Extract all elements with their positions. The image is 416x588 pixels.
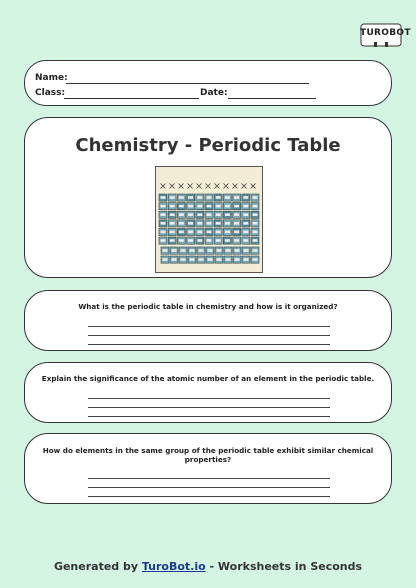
element-tile-symbol: [188, 196, 193, 199]
element-tile-symbol: [179, 222, 184, 225]
date-label: Date:: [200, 88, 228, 98]
element-tile-symbol: [243, 196, 248, 199]
element-tile-symbol: [225, 196, 230, 199]
question-3-text: How do elements in the same group of the periodic table exhibit similar chemical properties?: [42, 446, 374, 464]
answer-line[interactable]: [88, 416, 330, 417]
element-tile-symbol: [197, 231, 202, 234]
answer-line[interactable]: [88, 478, 330, 479]
date-field-line[interactable]: [228, 98, 316, 99]
element-tile-symbol: [234, 222, 239, 225]
element-tile-symbol: [161, 239, 166, 242]
element-tile-symbol: [253, 213, 258, 216]
element-tile-symbol: [225, 239, 230, 242]
f-block-tile-symbol: [163, 258, 168, 261]
student-info-box: [24, 60, 392, 106]
answer-line[interactable]: [88, 326, 330, 327]
turobot-link[interactable]: TuroBot.io: [141, 560, 206, 573]
logo-text: TUROBOT: [360, 28, 411, 38]
answer-line[interactable]: [88, 335, 330, 336]
question-box-1: [24, 290, 392, 351]
element-tile-symbol: [253, 205, 258, 208]
f-block-tile-symbol: [253, 249, 258, 252]
element-tile-symbol: [207, 222, 212, 225]
worksheet-title: Chemistry - Periodic Table: [75, 135, 341, 156]
element-tile-symbol: [253, 231, 258, 234]
answer-line[interactable]: [88, 496, 330, 497]
f-block-tile-symbol: [190, 249, 195, 252]
f-block-tile-symbol: [172, 249, 177, 252]
element-tile-symbol: [253, 196, 258, 199]
question-1-text: What is the periodic table in chemistry and how is it organized?: [78, 302, 338, 311]
element-tile-symbol: [179, 205, 184, 208]
element-tile-symbol: [243, 205, 248, 208]
element-tile-symbol: [234, 231, 239, 234]
element-tile-symbol: [170, 213, 175, 216]
f-block-tile-symbol: [217, 258, 222, 261]
answer-line[interactable]: [88, 487, 330, 488]
turobot-logo: [360, 22, 411, 48]
element-tile-symbol: [225, 231, 230, 234]
f-block-tile-symbol: [244, 258, 249, 261]
question-2-text: Explain the significance of the atomic number of an element in the periodic table.: [41, 374, 375, 383]
element-tile-symbol: [179, 213, 184, 216]
element-tile-symbol: [234, 239, 239, 242]
f-block-tile-symbol: [199, 258, 204, 261]
element-tile-symbol: [253, 239, 258, 242]
element-tile-symbol: [188, 239, 193, 242]
f-block-tile-symbol: [208, 249, 213, 252]
f-block-tile-symbol: [244, 249, 249, 252]
footer: [0, 560, 416, 573]
element-tile-symbol: [161, 213, 166, 216]
element-tile-symbol: [179, 231, 184, 234]
f-block-tile-symbol: [226, 249, 231, 252]
element-tile-symbol: [170, 205, 175, 208]
f-block-tile-symbol: [226, 258, 231, 261]
element-tile-symbol: [170, 239, 175, 242]
element-tile-symbol: [170, 231, 175, 234]
f-block-tile-symbol: [172, 258, 177, 261]
element-tile-symbol: [197, 239, 202, 242]
element-tile-symbol: [188, 205, 193, 208]
element-tile-symbol: [216, 205, 221, 208]
footer-suffix: - Worksheets in Seconds: [205, 560, 363, 573]
answer-line[interactable]: [88, 398, 330, 399]
class-field-line[interactable]: [64, 98, 199, 99]
answer-line[interactable]: [88, 407, 330, 408]
f-block-tile-symbol: [181, 258, 186, 261]
periodic-table-illustration: [155, 166, 263, 273]
f-block-tile-symbol: [253, 258, 258, 261]
element-tile-symbol: [216, 231, 221, 234]
element-tile-symbol: [179, 196, 184, 199]
element-tile-symbol: [216, 239, 221, 242]
element-tile-symbol: [216, 213, 221, 216]
class-label: Class:: [35, 88, 66, 98]
element-tile-symbol: [234, 196, 239, 199]
element-tile-symbol: [243, 222, 248, 225]
element-tile-symbol: [234, 205, 239, 208]
footer-prefix: Generated by: [53, 560, 142, 573]
element-tile-symbol: [197, 213, 202, 216]
answer-line[interactable]: [88, 344, 330, 345]
element-tile-symbol: [243, 213, 248, 216]
element-tile-symbol: [188, 222, 193, 225]
element-tile-symbol: [216, 196, 221, 199]
element-tile-symbol: [161, 222, 166, 225]
element-tile-symbol: [207, 239, 212, 242]
f-block-tile-symbol: [235, 258, 240, 261]
element-tile-symbol: [197, 222, 202, 225]
element-tile-symbol: [243, 239, 248, 242]
f-block-tile-symbol: [208, 258, 213, 261]
element-tile-symbol: [207, 196, 212, 199]
element-tile-symbol: [216, 222, 221, 225]
element-tile-symbol: [225, 205, 230, 208]
f-block-tile-symbol: [190, 258, 195, 261]
element-tile-symbol: [161, 231, 166, 234]
question-box-3: [24, 433, 392, 504]
element-tile-symbol: [179, 239, 184, 242]
f-block-tile-symbol: [163, 249, 168, 252]
element-tile-symbol: [207, 205, 212, 208]
element-tile-symbol: [234, 213, 239, 216]
name-label: Name:: [35, 73, 68, 83]
title-box: [24, 117, 392, 278]
element-tile-symbol: [207, 231, 212, 234]
f-block-tile-symbol: [235, 249, 240, 252]
f-block-tile-symbol: [181, 249, 186, 252]
element-tile-symbol: [225, 213, 230, 216]
element-tile-symbol: [188, 213, 193, 216]
element-tile-symbol: [197, 196, 202, 199]
element-tile-symbol: [161, 205, 166, 208]
element-tile-symbol: [253, 222, 258, 225]
element-tile-symbol: [170, 222, 175, 225]
element-tile-symbol: [225, 222, 230, 225]
element-tile-symbol: [243, 231, 248, 234]
element-tile-symbol: [197, 205, 202, 208]
element-tile-symbol: [207, 213, 212, 216]
question-box-2: [24, 362, 392, 423]
f-block-tile-symbol: [199, 249, 204, 252]
element-tile-symbol: [188, 231, 193, 234]
name-field-line[interactable]: [66, 83, 309, 84]
f-block-tile-symbol: [217, 249, 222, 252]
element-tile-symbol: [170, 196, 175, 199]
element-tile-symbol: [161, 196, 166, 199]
